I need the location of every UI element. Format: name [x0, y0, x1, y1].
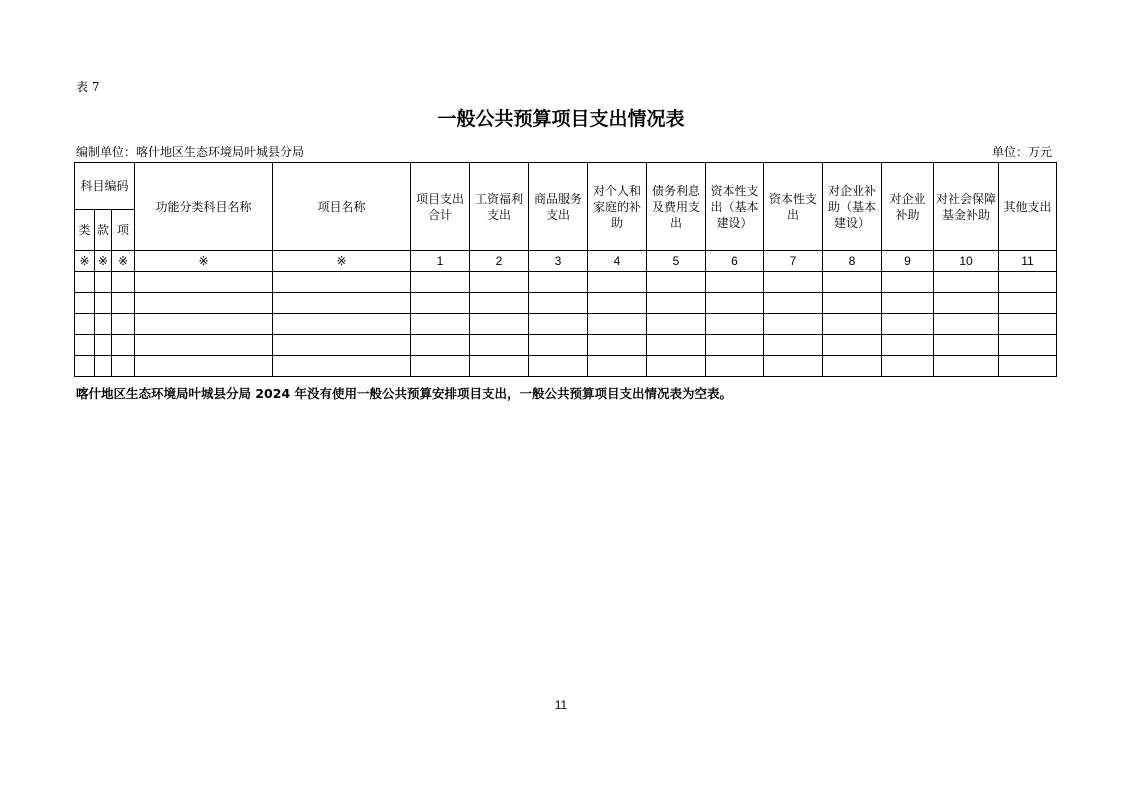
table-cell — [112, 314, 135, 335]
table-number: 表 7 — [76, 80, 100, 94]
table-cell — [647, 335, 706, 356]
header-lei: 类 — [75, 210, 95, 251]
page-title: 一般公共预算项目支出情况表 — [437, 108, 685, 130]
column-number-row — [75, 251, 1057, 272]
table-cell — [999, 293, 1057, 314]
header-enterprise-basic: 对企业补助（基本建设） — [823, 163, 882, 251]
table-cell — [273, 335, 411, 356]
table-cell — [823, 356, 882, 377]
table-cell — [470, 293, 529, 314]
table-cell — [273, 272, 411, 293]
table-cell — [411, 293, 470, 314]
column-number-cell: ※ — [75, 251, 95, 272]
table-cell — [95, 272, 112, 293]
table-cell — [999, 314, 1057, 335]
header-capital: 资本性支出 — [764, 163, 823, 251]
column-number-cell: ※ — [135, 251, 273, 272]
table-cell — [529, 293, 588, 314]
table-cell — [706, 293, 764, 314]
table-cell — [934, 272, 999, 293]
column-number-cell: 6 — [706, 251, 764, 272]
table-cell — [273, 356, 411, 377]
header-kuan: 款 — [95, 210, 112, 251]
currency-unit: 单位：万元 — [991, 145, 1052, 159]
table-cell — [529, 335, 588, 356]
table-cell — [588, 314, 647, 335]
table-cell — [823, 335, 882, 356]
header-goods-services: 商品服务支出 — [529, 163, 588, 251]
table-cell — [588, 356, 647, 377]
table-cell — [112, 293, 135, 314]
table-cell — [95, 356, 112, 377]
table-cell — [882, 272, 934, 293]
table-cell — [411, 335, 470, 356]
table-cell — [273, 293, 411, 314]
table-cell — [999, 356, 1057, 377]
table-cell — [95, 314, 112, 335]
column-number-cell: 8 — [823, 251, 882, 272]
table-cell — [529, 314, 588, 335]
table-cell — [706, 335, 764, 356]
column-number-cell: 5 — [647, 251, 706, 272]
table-cell — [999, 272, 1057, 293]
header-row-1 — [75, 163, 1057, 210]
compiling-unit: 编制单位：喀什地区生态环境局叶城县分局 — [76, 145, 305, 159]
table-row — [75, 314, 1057, 335]
header-capital-basic: 资本性支出（基本建设） — [706, 163, 764, 251]
table-cell — [470, 314, 529, 335]
header-personal-subsidy: 对个人和家庭的补助 — [588, 163, 647, 251]
header-function-name: 功能分类科目名称 — [135, 163, 273, 251]
table-cell — [529, 356, 588, 377]
table-cell — [470, 272, 529, 293]
header-enterprise: 对企业补助 — [882, 163, 934, 251]
table-cell — [882, 293, 934, 314]
table-cell — [882, 314, 934, 335]
table-row — [75, 335, 1057, 356]
table-row — [75, 293, 1057, 314]
table-cell — [75, 272, 95, 293]
table-cell — [588, 335, 647, 356]
column-number-cell: 3 — [529, 251, 588, 272]
table-cell — [706, 356, 764, 377]
column-number-cell: ※ — [95, 251, 112, 272]
column-number-cell: 7 — [764, 251, 823, 272]
column-number-cell: ※ — [112, 251, 135, 272]
table-cell — [135, 356, 273, 377]
table-cell — [823, 293, 882, 314]
column-number-cell: 4 — [588, 251, 647, 272]
table-cell — [75, 314, 95, 335]
table-cell — [411, 314, 470, 335]
table-cell — [588, 272, 647, 293]
table-cell — [706, 272, 764, 293]
table-cell — [75, 356, 95, 377]
table-cell — [764, 314, 823, 335]
table-row — [75, 272, 1057, 293]
empty-table-note: 喀什地区生态环境局叶城县分局 2024 年没有使用一般公共预算安排项目支出，一般公共预算项目支出情况表为空表。 — [76, 386, 732, 401]
expenditure-table — [74, 162, 1057, 377]
column-number-cell: 9 — [882, 251, 934, 272]
header-project-total: 项目支出合计 — [411, 163, 470, 251]
table-cell — [934, 293, 999, 314]
table-row — [75, 356, 1057, 377]
table-cell — [470, 335, 529, 356]
header-wage-welfare: 工资福利支出 — [470, 163, 529, 251]
table-cell — [647, 293, 706, 314]
table-cell — [823, 272, 882, 293]
table-cell — [135, 335, 273, 356]
table-cell — [764, 335, 823, 356]
column-number-cell: 1 — [411, 251, 470, 272]
table-cell — [647, 272, 706, 293]
table-cell — [823, 314, 882, 335]
table-cell — [411, 356, 470, 377]
table-cell — [706, 314, 764, 335]
column-number-cell: 2 — [470, 251, 529, 272]
table-cell — [999, 335, 1057, 356]
column-number-cell: ※ — [273, 251, 411, 272]
table-cell — [764, 272, 823, 293]
table-cell — [135, 314, 273, 335]
header-project-name: 项目名称 — [273, 163, 411, 251]
table-cell — [95, 335, 112, 356]
header-xiang: 项 — [112, 210, 135, 251]
table-cell — [135, 272, 273, 293]
table-cell — [95, 293, 112, 314]
table-cell — [135, 293, 273, 314]
table-cell — [529, 272, 588, 293]
table-cell — [647, 314, 706, 335]
table-cell — [882, 356, 934, 377]
table-cell — [75, 293, 95, 314]
table-cell — [882, 335, 934, 356]
header-other: 其他支出 — [999, 163, 1057, 251]
table-cell — [112, 356, 135, 377]
table-cell — [934, 314, 999, 335]
table-cell — [75, 335, 95, 356]
header-debt-interest: 债务利息及费用支出 — [647, 163, 706, 251]
table-cell — [273, 314, 411, 335]
column-number-cell: 11 — [999, 251, 1057, 272]
table-cell — [112, 335, 135, 356]
page-number: 11 — [554, 698, 568, 712]
table-cell — [411, 272, 470, 293]
table-cell — [934, 335, 999, 356]
header-social-security: 对社会保障基金补助 — [934, 163, 999, 251]
header-subject-code: 科目编码 — [75, 163, 135, 210]
table-cell — [764, 293, 823, 314]
column-number-cell: 10 — [934, 251, 999, 272]
table-cell — [764, 356, 823, 377]
table-cell — [112, 272, 135, 293]
table-cell — [934, 356, 999, 377]
table-cell — [647, 356, 706, 377]
table-cell — [588, 293, 647, 314]
table-cell — [470, 356, 529, 377]
